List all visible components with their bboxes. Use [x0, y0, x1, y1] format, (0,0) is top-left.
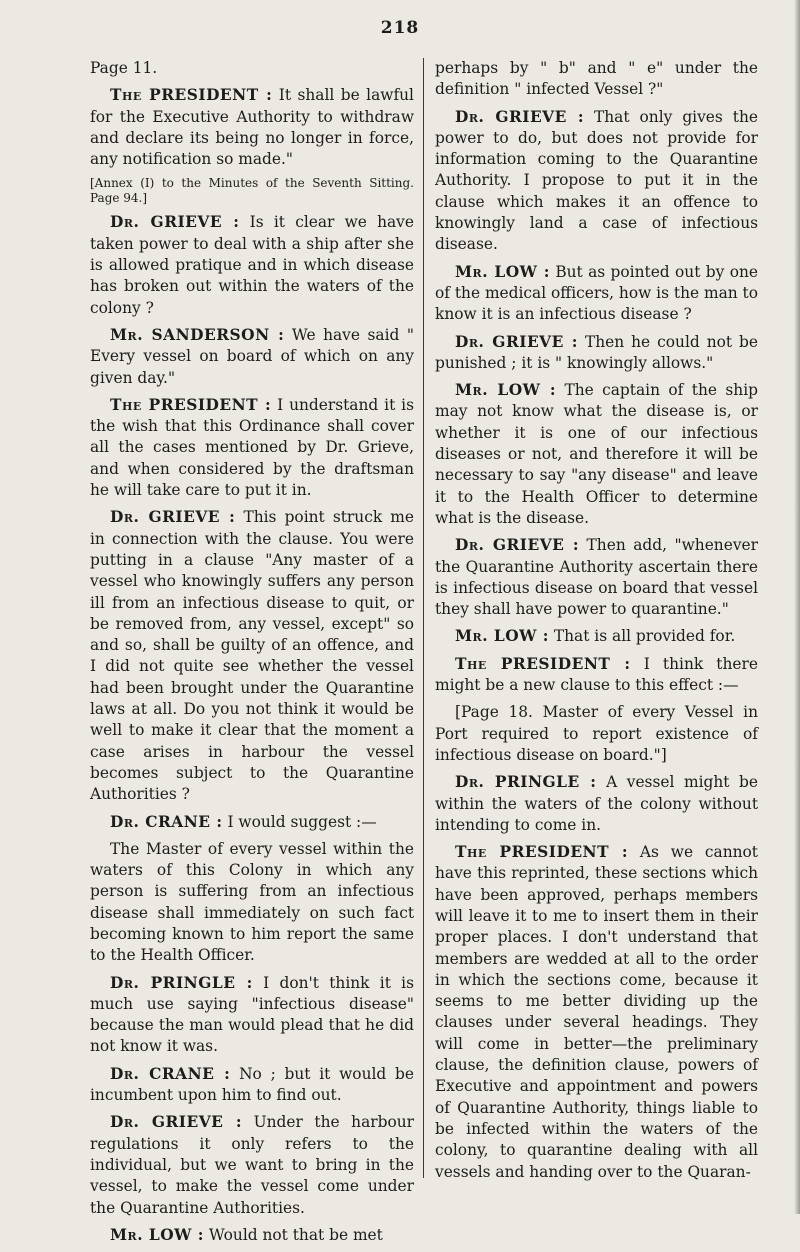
paragraph-text: I would suggest :— — [227, 812, 377, 831]
speaker-name: Dr. GRIEVE : — [110, 1113, 243, 1132]
speaker-name: Mr. SANDERSON : — [110, 325, 285, 344]
paragraph — [435, 262, 758, 326]
speaker-name: Mr. LOW : — [455, 627, 549, 646]
paragraph-text: This point struck me in connection with the clause. You were putting in a clause "Any master of a vessel who knowingly suffers any person ill from an infectious disease to quit, or be removed from, any vessel, except" so and so, shall be guilty of an offence, and I did not quite see whether the vessel had been brought under the Quarantine laws at all. Do you not think it would be well to make it clear that the moment a case arises in harbour the vessel becomes subject to the Quarantine Authorities ? — [90, 508, 414, 804]
paragraph — [90, 1112, 414, 1218]
speaker-name: Dr. GRIEVE : — [455, 332, 578, 351]
annex-note: [Annex (I) to the Minutes of the Seventh Sitting. Page 94.] — [90, 176, 414, 206]
speaker-name: Dr. GRIEVE : — [455, 107, 584, 126]
paragraph — [90, 395, 414, 501]
speaker-name: Dr. GRIEVE : — [110, 213, 240, 232]
paragraph-text: That is all provided for. — [553, 627, 736, 646]
speaker-name: The PRESIDENT : — [110, 86, 273, 105]
speaker-name: Dr. PRINGLE : — [455, 773, 597, 792]
paragraph-text: We have said " Every vessel on board of which on any given day." — [90, 325, 414, 387]
speaker-name: Dr. CRANE : — [110, 1064, 231, 1083]
speaker-name: Mr. LOW : — [455, 381, 557, 400]
speaker-name: Dr. GRIEVE : — [110, 508, 236, 527]
paragraph-text: It shall be lawful for the Executive Authority to withdraw and declare its being no longer in force, any notification so made." — [90, 86, 414, 169]
left-column — [90, 58, 414, 1252]
page-number: 218 — [380, 18, 420, 38]
paragraph — [435, 842, 758, 1183]
speaker-name: The PRESIDENT : — [110, 395, 272, 414]
paragraph — [90, 973, 414, 1058]
paragraph — [435, 626, 758, 647]
paragraph-text: The captain of the ship may not know what the disease is, or whether it is one of our infectious diseases or not, and therefore it will be necessary to say "any disease" and leave it to the Health Officer to determine what is the disease. — [435, 381, 758, 527]
paragraph-text: That only gives the power to do, but does not provide for information coming to the Quarantine Authority. I propose to put it in the clause which makes it an offence to knowingly land a case of infectious disease. — [435, 107, 758, 254]
paragraph — [435, 535, 758, 620]
paragraph — [435, 380, 758, 529]
paragraph-text: But as pointed out by one of the medical officers, how is the man to know it is an infectious disease ? — [435, 262, 759, 324]
paragraph-text: No ; but it would be incumbent upon him to find out. — [90, 1064, 414, 1105]
speaker-name: Mr. LOW : — [110, 1225, 204, 1244]
paragraph — [435, 332, 758, 375]
paragraph-text: Is it clear we have taken power to deal with a ship after she is allowed pratique and in which disease has broken out within the waters of the colony ? — [90, 213, 414, 317]
paragraph — [435, 58, 758, 101]
paragraph-text: Under the harbour regulations it only refers to the individual, but we want to bring in the vessel, to make the vessel come under the Quarantine Authorities. — [90, 1113, 414, 1217]
paragraph — [435, 772, 758, 836]
paragraph-text: Then he could not be punished ; it is " knowingly allows." — [435, 332, 758, 372]
paragraph — [435, 107, 758, 256]
paragraph — [435, 654, 758, 697]
paragraph — [90, 85, 414, 170]
paragraph — [90, 1225, 414, 1246]
speaker-name: Mr. LOW : — [455, 262, 550, 281]
right-column — [435, 58, 758, 1189]
speaker-name: Dr. CRANE : — [110, 812, 223, 831]
paragraph-text: A vessel might be within the waters of the colony without intending to come in. — [435, 773, 758, 834]
paragraph-text: perhaps by " b" and " e" under the definition " infected Vessel ?" — [435, 59, 758, 99]
speaker-name: The PRESIDENT : — [455, 843, 629, 862]
speaker-name: Dr. GRIEVE : — [455, 536, 580, 555]
bracketed-note: [Page 18. Master of every Vessel in Port required to report existence of infectious disease on board."] — [435, 703, 758, 764]
paragraph-text: As we cannot have this reprinted, these sections which have been approved, perhaps members will leave it to me to insert them in their proper places. I don't understand that members are wedded at all to the order in which the sections come, because it seems to me better dividing up the clauses under several headings. They will come in better—the preliminary clause, the definition clause, powers of Executive and appointment and powers of Quarantine Authority, things liable to be infected within the waters of the colony, to quarantine dealing with all vessels and handing over to the Quaran- — [435, 843, 758, 1181]
column-divider — [423, 58, 424, 1178]
page-edge-shadow — [794, 0, 800, 1214]
paragraph — [90, 212, 414, 318]
quoted-clause: The Master of every vessel within the waters of this Colony in which any person is suffering from an infectious disease shall immediately on such fact becoming known to him report the same to the Health Officer. — [90, 839, 414, 965]
paragraph-text: I don't think it is much use saying "infectious disease" because the man would plead that he did not know it was. — [90, 973, 414, 1056]
paragraph — [90, 812, 414, 833]
paragraph-text: Would not that be met — [208, 1225, 383, 1244]
speaker-name: Dr. PRINGLE : — [110, 973, 253, 992]
paragraph — [90, 325, 414, 389]
paragraph-text: I understand it is the wish that this Ordinance shall cover all the cases mentioned by Dr. Grieve, and when considered by the draftsman he will take care to put it in. — [90, 395, 414, 500]
page-reference: Page 11. — [90, 59, 158, 77]
paragraph — [90, 507, 414, 805]
speaker-name: The PRESIDENT : — [455, 654, 631, 673]
paragraph-text: I think there might be a new clause to this effect :— — [435, 654, 758, 695]
paragraph-text: Then add, "whenever the Quarantine Authority ascertain there is infectious disease on board that vessel they shall have power to quarantine." — [435, 536, 758, 619]
paragraph — [90, 1064, 414, 1107]
